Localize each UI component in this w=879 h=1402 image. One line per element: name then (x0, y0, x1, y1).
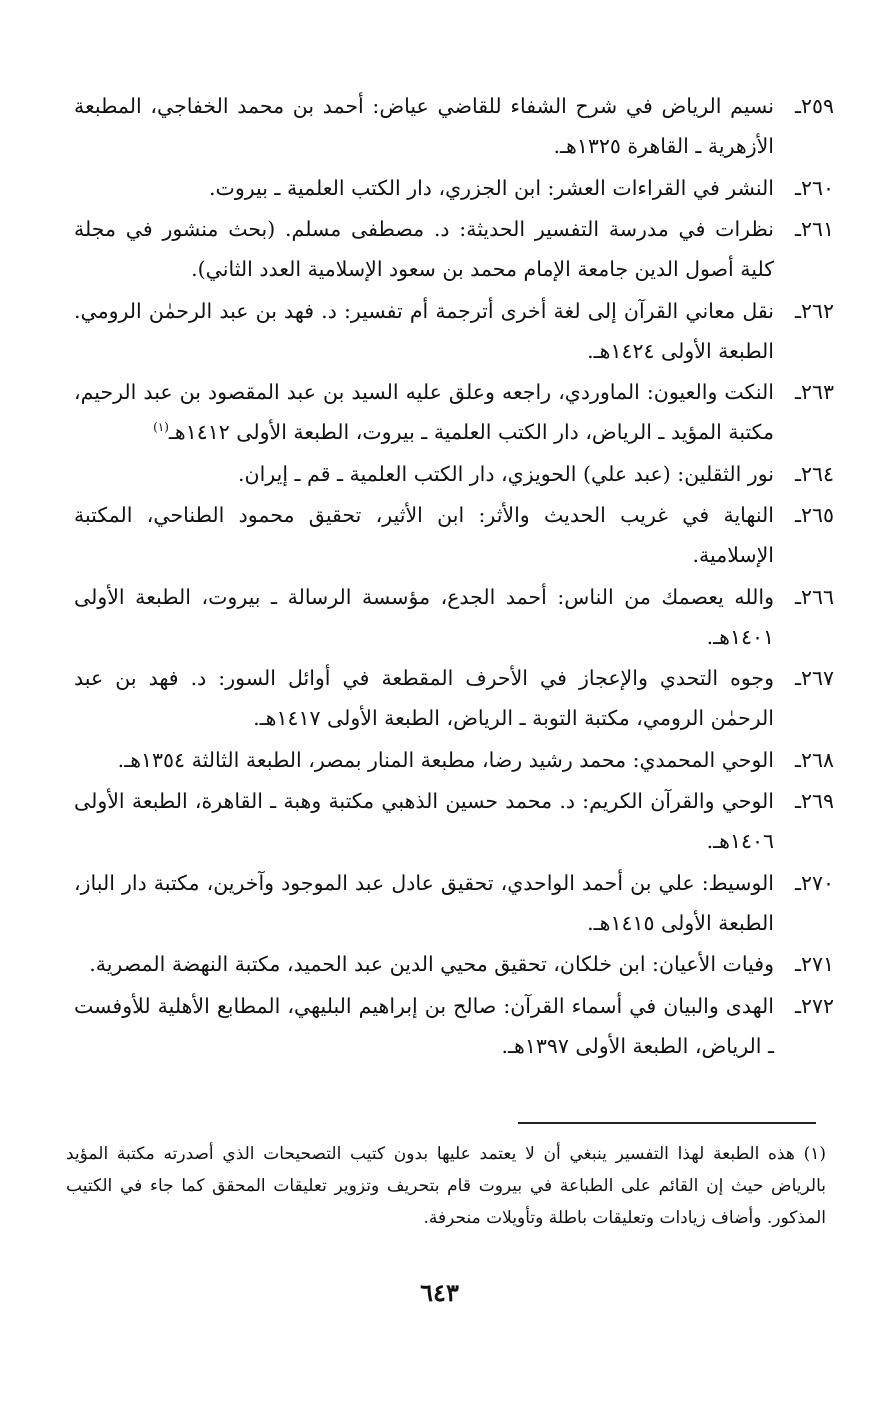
entry-number: ٢٦٩ـ (794, 789, 834, 813)
page-number: ٦٤٣ (420, 1278, 459, 1307)
entry-number: ٢٦٢ـ (794, 298, 834, 323)
bibliography-list (74, 86, 834, 1067)
entry-number: ٢٦٠ـ (794, 175, 834, 200)
entry-text: نظرات في مدرسة التفسير الحديثة: د. مصطفى مسلم. (بحث منشور في مجلة كلية أصول الدين جامعة الإمام محمد بن سعود الإسلامية العدد الثاني). (74, 217, 774, 281)
entry-text: الهدى والبيان في أسماء القرآن: صالح بن إبراهيم البليهي، المطابع الأهلية للأوفست ـ الرياض، الطبعة الأولى ١٣٩٧هـ. (74, 993, 774, 1058)
entry-text: نسيم الرياض في شرح الشفاء للقاضي عياض: أحمد بن محمد الخفاجي، المطبعة الأزهرية ـ القاهرة ١٣٢٥هـ. (74, 94, 774, 158)
bibliography-entry (74, 372, 834, 452)
entry-text-with-footnote (74, 372, 774, 452)
entry-text: نقل معاني القرآن إلى لغة أخرى أترجمة أم تفسير: د. فهد بن عبد الرحمٰن الرومي. الطبعة الأولى ١٤٢٤هـ. (74, 298, 774, 363)
entry-text: والله يعصمك من الناس: أحمد الجدع، مؤسسة الرسالة ـ بيروت، الطبعة الأولى ١٤٠١هـ. (74, 584, 774, 649)
entry-text: الوحي المحمدي: محمد رشيد رضا، مطبعة المنار بمصر، الطبعة الثالثة ١٣٥٤هـ. (117, 747, 774, 772)
entry-number: ٢٦٧ـ (794, 666, 834, 690)
entry-number: ٢٧١ـ (794, 952, 834, 976)
bibliography-entry (74, 495, 834, 575)
entry-number: ٢٦٤ـ (794, 461, 834, 486)
bibliography-entry (74, 168, 834, 208)
entry-text: وفيات الأعيان: ابن خلكان، تحقيق محيي الدين عبد الحميد، مكتبة النهضة المصرية. (89, 952, 774, 976)
bibliography-entry (74, 86, 834, 166)
entry-number: ٢٦٣ـ (794, 380, 834, 404)
footnote: (١) هذه الطبعة لهذا التفسير ينبغي أن لا يعتمد عليها بدون كتيب التصحيحات الذي أصدرته مكتبة المؤيد بالرياض حيث إن القائم على الطباعة في بيروت قام بتحريف وتزوير تعليقات المحقق كما جاء في الكتيب المذكور. وأضاف زيادات وتعليقات باطلة وتأويلات منحرفة. (66, 1144, 826, 1228)
entry-text: النهاية في غريب الحديث والأثر: ابن الأثير، تحقيق محمود الطناحي، المكتبة الإسلامية. (74, 503, 774, 567)
entry-text: النكت والعيون: الماوردي، راجعه وعلق عليه السيد بن عبد المقصود بن عبد الرحيم، مكتبة المؤيد ـ الرياض، دار الكتب العلمية ـ بيروت، الطبعة الأولى ١٤١٢هـ (74, 380, 774, 444)
footnote-separator (518, 1122, 816, 1124)
entry-text: نور الثقلين: (عبد علي) الحويزي، دار الكتب العلمية ـ قم ـ إيران. (238, 461, 774, 486)
entry-number: ٢٦٨ـ (794, 747, 834, 772)
bibliography-entry (74, 454, 834, 494)
entry-text: الوسيط: علي بن أحمد الواحدي، تحقيق عادل عبد الموجود وآخرين، مكتبة دار الباز، الطبعة الأولى ١٤١٥هـ. (74, 870, 774, 935)
bibliography-entry (74, 986, 834, 1066)
bibliography-entry (74, 658, 834, 738)
entry-text: وجوه التحدي والإعجاز في الأحرف المقطعة في أوائل السور: د. فهد بن عبد الرحمٰن الرومي، مكتبة التوبة ـ الرياض، الطبعة الأولى ١٤١٧هـ. (74, 666, 774, 730)
entry-number: ٢٦٥ـ (794, 503, 834, 527)
bibliography-entry (74, 863, 834, 943)
entry-number: ٢٧٢ـ (794, 993, 834, 1018)
bibliography-entry (74, 944, 834, 984)
entry-number: ٢٦١ـ (794, 217, 834, 241)
bibliography-entry (74, 577, 834, 657)
bibliography-entry (74, 291, 834, 371)
footnote-reference: (١) (153, 420, 169, 435)
entry-number: ٢٦٦ـ (794, 584, 834, 609)
entry-text: النشر في القراءات العشر: ابن الجزري، دار الكتب العلمية ـ بيروت. (209, 175, 774, 200)
bibliography-entry (74, 740, 834, 780)
bibliography-entry (74, 781, 834, 861)
bibliography-entry (74, 209, 834, 289)
entry-number: ٢٧٠ـ (794, 870, 834, 895)
entry-text: الوحي والقرآن الكريم: د. محمد حسين الذهبي مكتبة وهبة ـ القاهرة، الطبعة الأولى ١٤٠٦هـ. (74, 789, 774, 853)
entry-number: ٢٥٩ـ (794, 94, 834, 118)
